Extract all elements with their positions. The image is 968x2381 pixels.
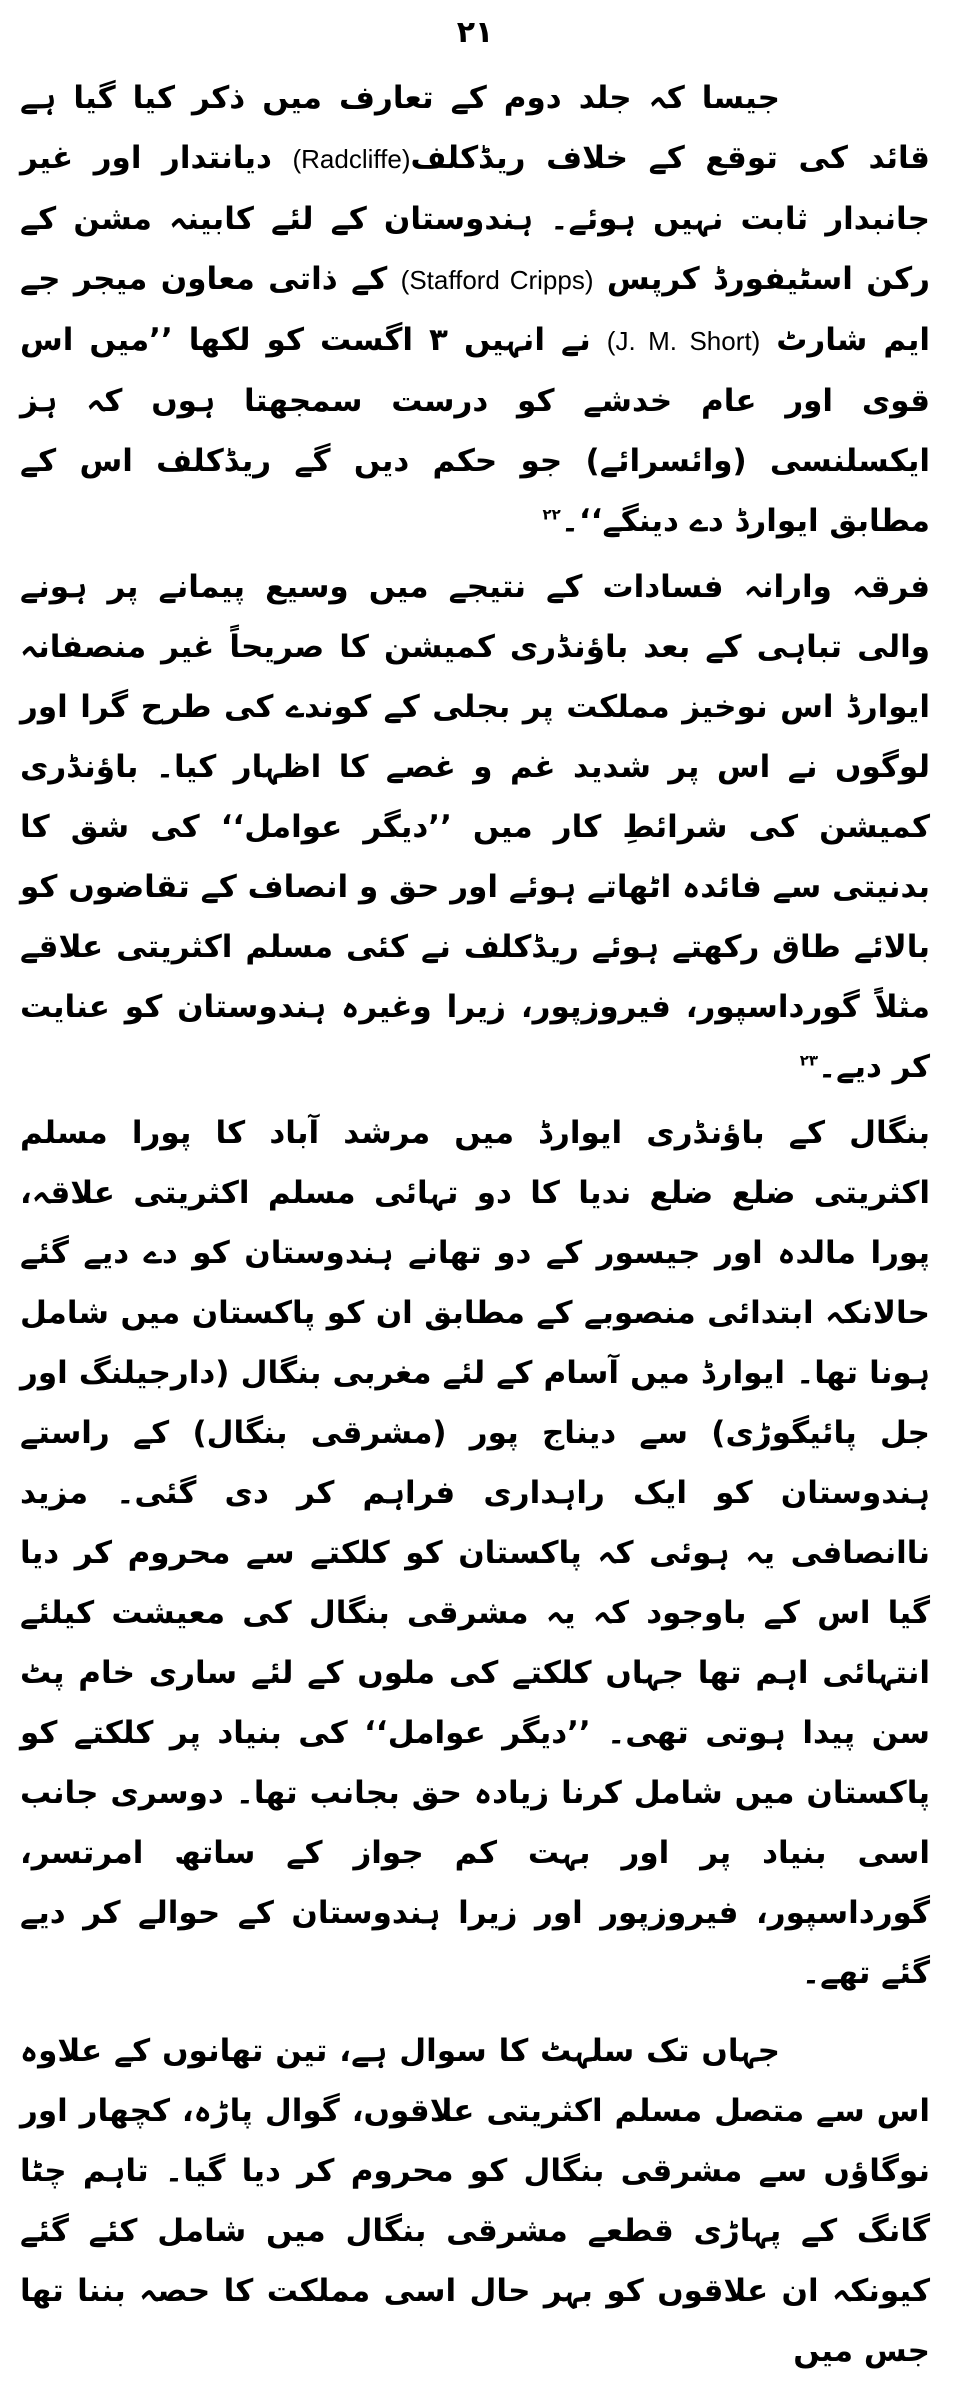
paragraph-3-text: بنگال کے باؤنڈری ایوارڈ میں مرشد آباد کا پورا مسلم اکثریتی ضلع ضلع ندیا کا دو تہائی مسلم اکثریتی علاقہ، پورا مالدہ اور جیسور کے دو تھانے ہندوستان کو دے دیے گئے حالانکہ ابتدائی منصوبے کے مطابق ان کو پاکستان میں شامل ہونا تھا۔ ایوارڈ میں آسام کے لئے مغربی بنگال (دارجیلنگ اور جل پائیگوڑی) سے دیناج پور (مشرقی بنگال) کے راستے ہندوستان کو ایک راہداری فراہم کر دی گئی۔ مزید ناانصافی یہ ہوئی کہ پاکستان کو کلکتے سے محروم کر دیا گیا اس کے باوجود کہ یہ مشرقی بنگال کی معیشت کیلئے انتہائی اہم تھا جہاں کلکتے کی ملوں کے لئے ساری خام پٹ سن پیدا ہوتی تھی۔ ’’دیگر عوامل‘‘ کی بنیاد پر کلکتے کو پاکستان میں شامل کرنا زیادہ حق بجانب تھا۔ دوسری جانب اسی بنیاد پر اور بہت کم جواز کے ساتھ امرتسر، گورداسپور، فیروزپور اور زیرا ہندوستان کے حوالے کر دیے گئے تھے۔ <box>20 1115 930 1991</box>
footnote-marker-23: ۲۳ <box>799 1051 819 1070</box>
page-number: ۲۱ <box>456 15 494 50</box>
latin-term-stafford-cripps: (Stafford Cripps) <box>400 265 594 295</box>
paragraph-1 <box>20 68 930 551</box>
paragraph-1-text-c: کے ذاتی معاون میجر جے ایم شارٹ <box>20 261 930 358</box>
paragraph-4 <box>20 2021 930 2381</box>
paragraph-1-text-b: دیانتدار اور غیر جانبدار ثابت نہیں ہوئے۔ ہندوستان کے لئے کابینہ مشن کے رکن اسٹیفورڈ کرپس <box>20 140 930 297</box>
paragraph-2 <box>20 557 930 1097</box>
paragraph-2-text: فرقہ وارانہ فسادات کے نتیجے میں وسیع پیمانے پر ہونے والی تباہی کے بعد باؤنڈری کمیشن کا صریحاً غیر منصفانہ ایوارڈ اس نوخیز مملکت پر بجلی کے کوندے کی طرح گرا اور لوگوں نے اس پر شدید غم و غصے کا اظہار کیا۔ باؤنڈری کمیشن کی شرائطِ کار میں ’’دیگر عوامل‘‘ کی شق کا بدنیتی سے فائدہ اٹھاتے ہوئے اور حق و انصاف کے تقاضوں کو بالائے طاق رکھتے ہوئے ریڈکلف نے کئی مسلم اکثریتی علاقے مثلاً گورداسپور، فیروزپور، زیرا وغیرہ ہندوستان کو عنایت کر دیے۔ <box>20 569 930 1085</box>
paragraph-1-text-a: جیسا کہ جلد دوم کے تعارف میں ذکر کیا گیا ہے قائد کی توقع کے خلاف ریڈکلف <box>20 80 930 176</box>
paragraph-4-text: جہاں تک سلہٹ کا سوال ہے، تین تھانوں کے علاوہ اس سے متصل مسلم اکثریتی علاقوں، گوال پاڑہ، کچھار اور نوگاؤں سے مشرقی بنگال کو محروم کر دیا گیا۔ تاہم چٹا گانگ کے پہاڑی قطعے مشرقی بنگال میں شامل کئے گئے کیونکہ ان علاقوں کو بہر حال اسی مملکت کا حصہ بننا تھا جس میں <box>20 2033 930 2369</box>
paragraph-1-text-d: نے انہیں ۳ اگست کو لکھا ’’میں اس قوی اور عام خدشے کو درست سمجھتا ہوں کہ ہز ایکسلنسی (وائسرائے) جو حکم دیں گے ریڈکلف اس کے مطابق ایوارڈ دے دینگے‘‘۔ <box>20 322 930 539</box>
document-body <box>20 68 930 2381</box>
latin-term-radcliffe: (Radcliffe) <box>292 144 411 174</box>
paragraph-3 <box>20 1103 930 2003</box>
footnote-marker-22: ۲۲ <box>542 505 561 524</box>
latin-term-jm-short: (J. M. Short) <box>606 326 761 356</box>
